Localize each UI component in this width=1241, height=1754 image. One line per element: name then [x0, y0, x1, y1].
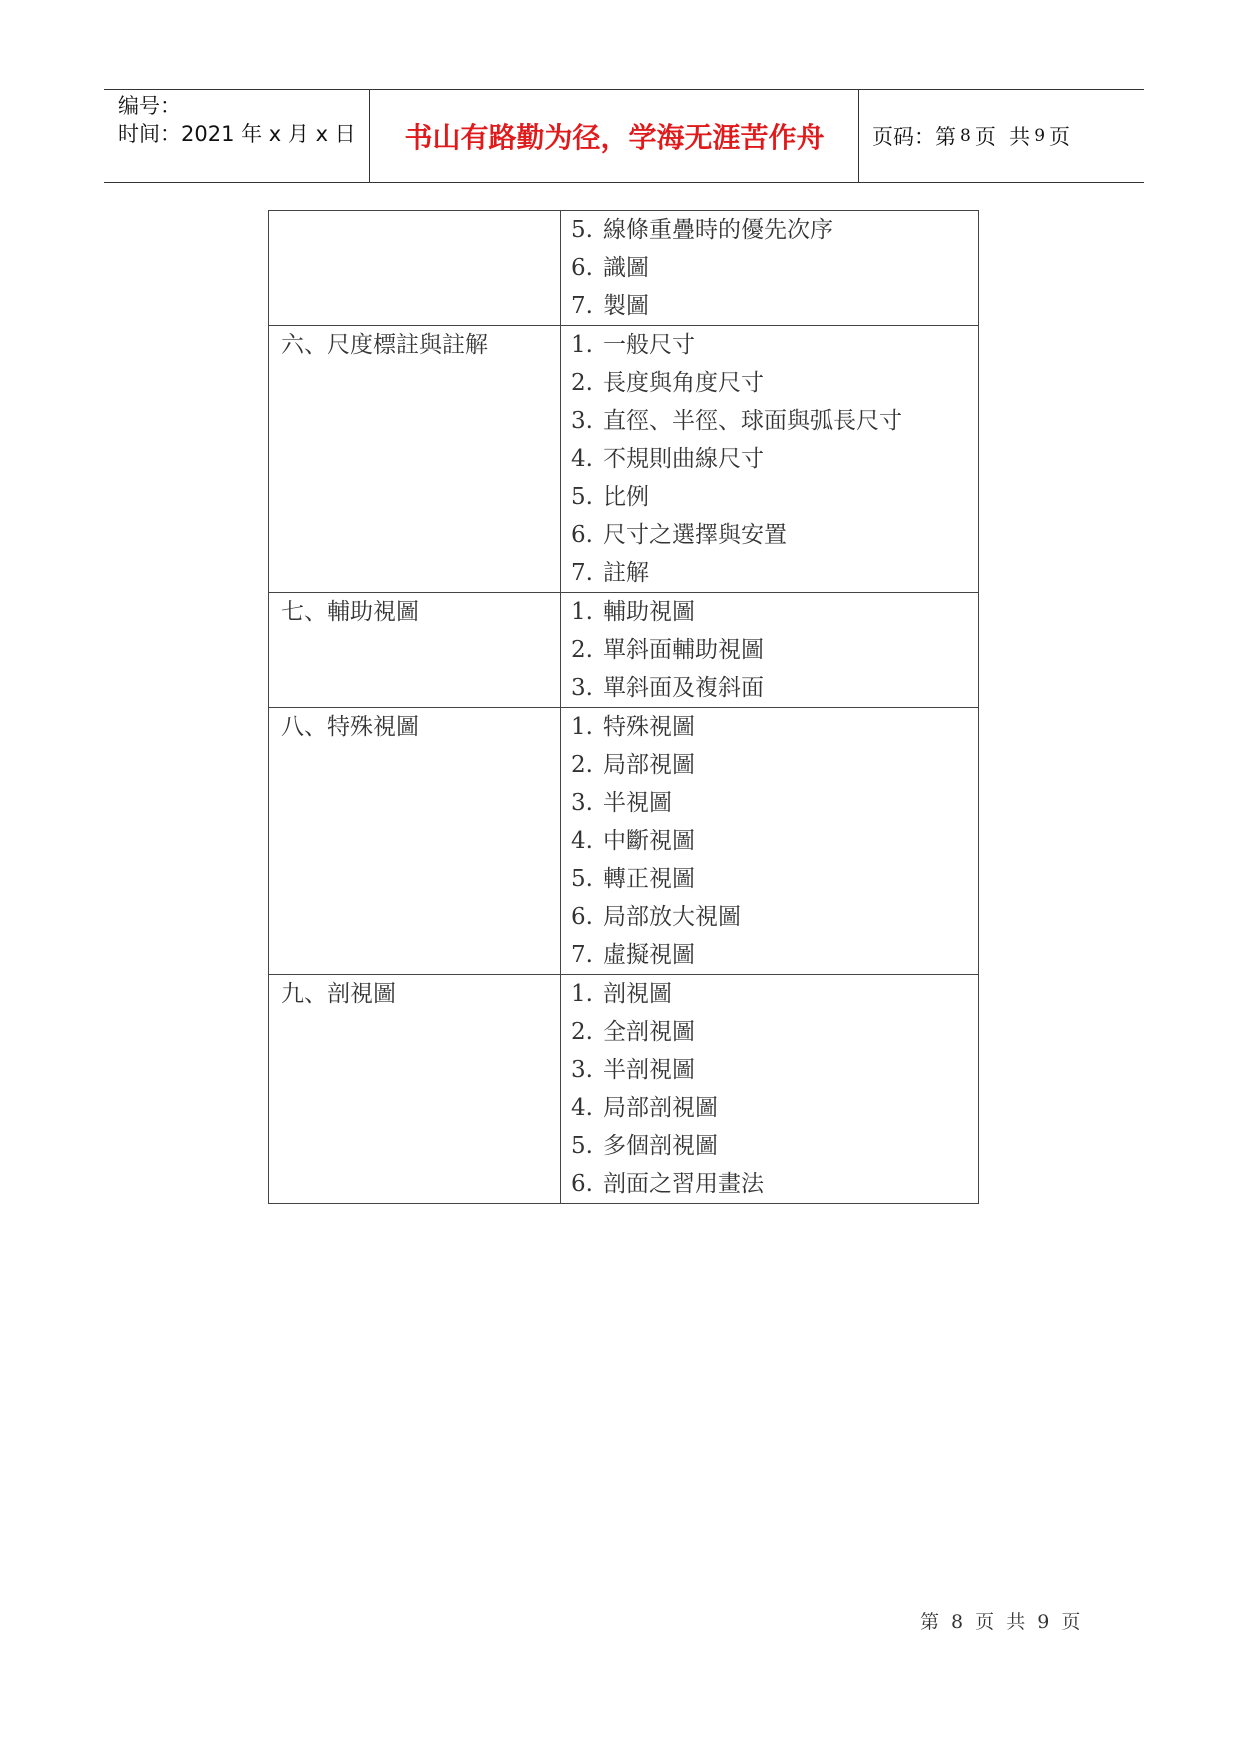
topic-cell: 九、剖視圖 [269, 975, 561, 1204]
page-header [104, 89, 1144, 183]
item-text: 註解 [603, 560, 649, 586]
item-text: 剖視圖 [603, 981, 672, 1007]
item-text: 單斜面輔助視圖 [603, 637, 764, 663]
item-number: 6. [571, 904, 593, 930]
item-text: 線條重疊時的優先次序 [603, 217, 833, 243]
item-text: 製圖 [603, 293, 649, 319]
list-item [571, 211, 978, 249]
document-date-label: 时间：2021 年 x 月 x 日 [118, 122, 356, 146]
list-item [571, 1051, 978, 1089]
item-number: 3. [571, 675, 593, 701]
list-item [571, 402, 978, 440]
item-text: 特殊視圖 [603, 714, 695, 740]
syllabus-table-body [269, 211, 979, 1204]
list-item [571, 1013, 978, 1051]
item-number: 3. [571, 408, 593, 434]
item-text: 單斜面及複斜面 [603, 675, 764, 701]
item-text: 局部剖視圖 [603, 1095, 718, 1121]
topic-cell: 六、尺度標註與註解 [269, 326, 561, 593]
table-row [269, 975, 979, 1204]
item-number: 4. [571, 1095, 593, 1121]
page-footer: 第 8 页 共 9 页 [920, 1611, 1084, 1633]
item-number: 1. [571, 981, 593, 1007]
item-number: 4. [571, 828, 593, 854]
item-text: 不規則曲線尺寸 [603, 446, 764, 472]
list-item [571, 784, 978, 822]
table-row [269, 708, 979, 975]
item-number: 4. [571, 446, 593, 472]
item-text: 長度與角度尺寸 [603, 370, 764, 396]
item-number: 1. [571, 599, 593, 625]
item-text: 中斷視圖 [603, 828, 695, 854]
item-number: 2. [571, 637, 593, 663]
item-text: 半視圖 [603, 790, 672, 816]
list-item [571, 822, 978, 860]
list-item [571, 478, 978, 516]
list-item [571, 936, 978, 974]
item-text: 比例 [603, 484, 649, 510]
list-item [571, 746, 978, 784]
item-number: 2. [571, 752, 593, 778]
item-number: 5. [571, 484, 593, 510]
page-mid: 页 共 [974, 125, 1031, 149]
list-item [571, 593, 978, 631]
item-text: 識圖 [603, 255, 649, 281]
item-text: 半剖視圖 [603, 1057, 695, 1083]
item-text: 全剖視圖 [603, 1019, 695, 1045]
item-number: 6. [571, 522, 593, 548]
list-item [571, 249, 978, 287]
topic-cell: 七、輔助視圖 [269, 593, 561, 708]
item-text: 局部放大視圖 [603, 904, 741, 930]
list-item [571, 1089, 978, 1127]
item-number: 5. [571, 217, 593, 243]
list-item [571, 669, 978, 707]
item-text: 多個剖視圖 [603, 1133, 718, 1159]
list-item [571, 516, 978, 554]
item-text: 直徑、半徑、球面與弧長尺寸 [603, 408, 902, 434]
item-number: 7. [571, 293, 593, 319]
list-item [571, 1127, 978, 1165]
table-row [269, 593, 979, 708]
item-number: 1. [571, 332, 593, 358]
page-end: 页 [1049, 125, 1071, 149]
item-text: 虛擬視圖 [603, 942, 695, 968]
header-divider-left [369, 90, 370, 182]
items-cell [561, 211, 979, 326]
header-page-info [872, 90, 1070, 182]
list-item [571, 631, 978, 669]
item-text: 剖面之習用畫法 [603, 1171, 764, 1197]
item-number: 7. [571, 942, 593, 968]
list-item [571, 708, 978, 746]
list-item [571, 554, 978, 592]
header-divider-right [858, 90, 859, 182]
item-number: 1. [571, 714, 593, 740]
list-item [571, 364, 978, 402]
items-cell [561, 708, 979, 975]
table-row [269, 211, 979, 326]
item-text: 一般尺寸 [603, 332, 695, 358]
header-meta [118, 92, 368, 148]
list-item [571, 326, 978, 364]
item-text: 輔助視圖 [603, 599, 695, 625]
item-number: 5. [571, 866, 593, 892]
item-text: 轉正視圖 [603, 866, 695, 892]
syllabus-table [268, 210, 979, 1204]
list-item [571, 1165, 978, 1203]
list-item [571, 440, 978, 478]
item-text: 尺寸之選擇與安置 [603, 522, 787, 548]
items-cell [561, 326, 979, 593]
list-item [571, 860, 978, 898]
document-code-label: 编号： [118, 94, 181, 118]
item-number: 6. [571, 255, 593, 281]
items-cell [561, 593, 979, 708]
item-text: 局部視圖 [603, 752, 695, 778]
list-item [571, 287, 978, 325]
item-number: 5. [571, 1133, 593, 1159]
item-number: 3. [571, 1057, 593, 1083]
page-current: 8 [960, 126, 971, 146]
list-item [571, 975, 978, 1013]
item-number: 2. [571, 370, 593, 396]
list-item [571, 898, 978, 936]
item-number: 7. [571, 560, 593, 586]
topic-cell [269, 211, 561, 326]
item-number: 3. [571, 790, 593, 816]
item-number: 6. [571, 1171, 593, 1197]
item-number: 2. [571, 1019, 593, 1045]
page-total: 9 [1034, 126, 1046, 146]
table-row [269, 326, 979, 593]
header-slogan: 书山有路勤为径，学海无涯苦作舟 [404, 121, 825, 154]
items-cell [561, 975, 979, 1204]
topic-cell: 八、特殊視圖 [269, 708, 561, 975]
page-label: 页码：第 [872, 125, 956, 149]
